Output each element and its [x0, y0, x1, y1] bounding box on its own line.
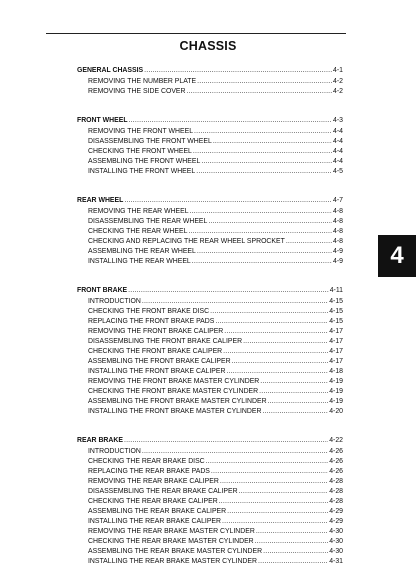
toc-page-number: 4-4	[333, 158, 343, 165]
toc-entry-label: ASSEMBLING THE REAR WHEEL	[88, 248, 196, 255]
toc-dot-leader	[243, 337, 328, 347]
toc-dot-leader	[259, 387, 328, 397]
toc-dot-leader	[224, 327, 328, 337]
toc-page-number: 4-4	[333, 138, 343, 145]
toc-entry[interactable]	[77, 257, 343, 267]
toc-entry-label: ASSEMBLING THE FRONT WHEEL	[88, 158, 201, 165]
toc-entry[interactable]	[77, 507, 343, 517]
toc-dot-leader	[208, 217, 332, 227]
toc-dot-leader	[187, 87, 333, 97]
toc-entry[interactable]	[77, 327, 343, 337]
toc-entry-label: CHECKING THE REAR BRAKE DISC	[88, 458, 205, 465]
toc-entry-label: DISASSEMBLING THE REAR BRAKE CALIPER	[88, 488, 238, 495]
toc-entry-label: INSTALLING THE FRONT WHEEL	[88, 168, 196, 175]
toc-dot-leader	[206, 457, 329, 467]
toc-dot-leader	[232, 357, 329, 367]
toc-section-heading[interactable]	[77, 116, 343, 126]
toc-page-number: 4-8	[333, 228, 343, 235]
toc-page-number: 4-30	[329, 538, 343, 545]
toc-dot-leader	[223, 347, 328, 357]
toc-dot-leader	[226, 367, 328, 377]
toc-page-number: 4-5	[333, 168, 343, 175]
toc-section-heading[interactable]	[77, 66, 343, 76]
toc-entry[interactable]	[77, 297, 343, 307]
toc-entry-label: INSTALLING THE REAR BRAKE MASTER CYLINDER	[88, 558, 257, 565]
toc-entry[interactable]	[77, 487, 343, 497]
toc-dot-leader	[210, 307, 328, 317]
toc-entry-label: ASSEMBLING THE FRONT BRAKE MASTER CYLINDER	[88, 398, 267, 405]
toc-dot-leader	[219, 497, 329, 507]
toc-dot-leader	[124, 436, 328, 446]
toc-dot-leader	[215, 317, 328, 327]
toc-entry[interactable]	[77, 87, 343, 97]
toc-entry[interactable]	[77, 527, 343, 537]
toc-dot-leader	[262, 407, 328, 417]
toc-dot-leader	[258, 557, 328, 567]
toc-dot-leader	[190, 207, 332, 217]
toc-entry[interactable]	[77, 237, 343, 247]
toc-page-number: 4-19	[329, 398, 343, 405]
toc-section-heading[interactable]	[77, 286, 343, 296]
toc-entry[interactable]	[77, 497, 343, 507]
toc-page-number: 4-4	[333, 148, 343, 155]
toc-heading-label: REAR WHEEL	[77, 197, 124, 204]
toc-entry[interactable]	[77, 77, 343, 87]
toc-page-number: 4-2	[333, 88, 343, 95]
toc-entry-label: ASSEMBLING THE FRONT BRAKE CALIPER	[88, 358, 231, 365]
toc-dot-leader	[194, 127, 332, 137]
toc-entry[interactable]	[77, 357, 343, 367]
toc-entry-label: REPLACING THE REAR BRAKE PADS	[88, 468, 210, 475]
toc-entry[interactable]	[77, 157, 343, 167]
toc-dot-leader	[220, 477, 328, 487]
toc-page-number: 4-15	[329, 308, 343, 315]
toc-page-number: 4-9	[333, 248, 343, 255]
toc-entry-label: DISASSEMBLING THE FRONT WHEEL	[88, 138, 212, 145]
toc-entry[interactable]	[77, 537, 343, 547]
toc-dot-leader	[129, 116, 333, 126]
toc-page-number: 4-30	[329, 528, 343, 535]
toc-page-number: 4-26	[329, 468, 343, 475]
toc-entry[interactable]	[77, 307, 343, 317]
toc-section	[77, 116, 343, 177]
toc-entry-label: CHECKING AND REPLACING THE REAR WHEEL SPROCKET	[88, 238, 285, 245]
toc-page-number: 4-28	[329, 488, 343, 495]
toc-entry-label: CHECKING THE REAR WHEEL	[88, 228, 188, 235]
toc-page-number: 4-15	[329, 318, 343, 325]
top-rule	[46, 33, 346, 34]
toc-page-number: 4-17	[329, 328, 343, 335]
toc-dot-leader	[211, 467, 328, 477]
toc-section	[77, 436, 343, 567]
toc-entry-label: INSTALLING THE REAR BRAKE CALIPER	[88, 518, 222, 525]
toc-dot-leader	[263, 547, 328, 557]
toc-entry-label: INTRODUCTION	[88, 298, 141, 305]
toc-page-number: 4-31	[329, 558, 343, 565]
toc-page-number: 4-19	[329, 388, 343, 395]
toc-dot-leader	[201, 157, 332, 167]
toc-entry[interactable]	[77, 447, 343, 457]
toc-entry[interactable]	[77, 227, 343, 237]
toc-dot-leader	[196, 167, 332, 177]
table-of-contents	[77, 66, 343, 567]
toc-dot-leader	[222, 517, 328, 527]
toc-page-number: 4-30	[329, 548, 343, 555]
toc-dot-leader	[142, 447, 328, 457]
toc-entry-label: INSTALLING THE FRONT BRAKE MASTER CYLINDER	[88, 408, 262, 415]
toc-page-number: 4-18	[329, 368, 343, 375]
toc-entry-label: INSTALLING THE REAR WHEEL	[88, 258, 191, 265]
toc-entry[interactable]	[77, 387, 343, 397]
toc-entry-label: DISASSEMBLING THE FRONT BRAKE CALIPER	[88, 338, 243, 345]
toc-entry-label: REMOVING THE NUMBER PLATE	[88, 78, 197, 85]
toc-page-number: 4-8	[333, 238, 343, 245]
toc-entry[interactable]	[77, 147, 343, 157]
toc-dot-leader	[192, 257, 332, 267]
toc-dot-leader	[260, 377, 328, 387]
toc-entry-label: CHECKING THE FRONT BRAKE MASTER CYLINDER	[88, 388, 259, 395]
toc-entry[interactable]	[77, 557, 343, 567]
toc-entry-label: REMOVING THE FRONT BRAKE CALIPER	[88, 328, 224, 335]
toc-entry[interactable]	[77, 397, 343, 407]
toc-entry[interactable]	[77, 347, 343, 357]
toc-page-number: 4-26	[329, 458, 343, 465]
toc-entry[interactable]	[77, 337, 343, 347]
toc-entry-label: CHECKING THE REAR BRAKE MASTER CYLINDER	[88, 538, 254, 545]
toc-heading-label: FRONT BRAKE	[77, 287, 128, 294]
toc-dot-leader	[142, 297, 328, 307]
toc-entry[interactable]	[77, 247, 343, 257]
toc-page-number: 4-1	[333, 67, 343, 74]
toc-dot-leader	[268, 397, 329, 407]
toc-entry[interactable]	[77, 477, 343, 487]
toc-heading-label: GENERAL CHASSIS	[77, 67, 144, 74]
toc-entry-label: REMOVING THE REAR WHEEL	[88, 208, 189, 215]
toc-dot-leader	[227, 507, 328, 517]
toc-entry-label: ASSEMBLING THE REAR BRAKE MASTER CYLINDER	[88, 548, 263, 555]
toc-entry[interactable]	[77, 517, 343, 527]
toc-dot-leader	[286, 237, 332, 247]
toc-page-number: 4-26	[329, 448, 343, 455]
toc-entry[interactable]	[77, 167, 343, 177]
toc-entry[interactable]	[77, 407, 343, 417]
toc-entry[interactable]	[77, 457, 343, 467]
toc-page-number: 4-20	[329, 408, 343, 415]
toc-entry[interactable]	[77, 137, 343, 147]
toc-page-number: 4-19	[329, 378, 343, 385]
toc-dot-leader	[256, 527, 328, 537]
toc-entry-label: REMOVING THE FRONT WHEEL	[88, 128, 194, 135]
toc-page-number: 4-17	[329, 358, 343, 365]
toc-page-number: 4-9	[333, 258, 343, 265]
toc-page-number: 4-8	[333, 208, 343, 215]
toc-page-number: 4-2	[333, 78, 343, 85]
toc-entry[interactable]	[77, 547, 343, 557]
toc-page-number: 4-28	[329, 478, 343, 485]
toc-page-number: 4-22	[329, 437, 343, 444]
toc-page-number: 4-7	[333, 197, 343, 204]
toc-page-number: 4-4	[333, 128, 343, 135]
toc-section	[77, 66, 343, 97]
toc-entry[interactable]	[77, 317, 343, 327]
toc-page-number: 4-29	[329, 518, 343, 525]
toc-page-number: 4-15	[329, 298, 343, 305]
page-title: CHASSIS	[179, 39, 237, 53]
toc-dot-leader	[188, 227, 332, 237]
toc-section-heading[interactable]	[77, 196, 343, 206]
toc-entry[interactable]	[77, 377, 343, 387]
toc-entry[interactable]	[77, 127, 343, 137]
toc-entry-label: REPLACING THE FRONT BRAKE PADS	[88, 318, 215, 325]
toc-entry-label: ASSEMBLING THE REAR BRAKE CALIPER	[88, 508, 227, 515]
toc-dot-leader	[197, 247, 332, 257]
toc-entry-label: REMOVING THE FRONT BRAKE MASTER CYLINDER	[88, 378, 260, 385]
toc-page-number: 4-3	[333, 117, 343, 124]
toc-dot-leader	[124, 196, 332, 206]
toc-entry-label: INSTALLING THE FRONT BRAKE CALIPER	[88, 368, 226, 375]
toc-page-number: 4-8	[333, 218, 343, 225]
toc-entry-label: REMOVING THE REAR BRAKE CALIPER	[88, 478, 219, 485]
toc-page-number: 4-29	[329, 508, 343, 515]
toc-heading-label: FRONT WHEEL	[77, 117, 128, 124]
toc-entry[interactable]	[77, 367, 343, 377]
toc-dot-leader	[213, 137, 332, 147]
toc-entry-label: REMOVING THE SIDE COVER	[88, 88, 186, 95]
toc-dot-leader	[239, 487, 329, 497]
toc-dot-leader	[128, 286, 329, 296]
toc-page-number: 4-11	[329, 287, 343, 294]
toc-entry-label: CHECKING THE FRONT BRAKE CALIPER	[88, 348, 223, 355]
toc-entry-label: CHECKING THE REAR BRAKE CALIPER	[88, 498, 218, 505]
toc-entry-label: DISASSEMBLING THE REAR WHEEL	[88, 218, 208, 225]
toc-page-number: 4-17	[329, 348, 343, 355]
toc-dot-leader	[144, 66, 332, 76]
toc-dot-leader	[193, 147, 332, 157]
toc-entry[interactable]	[77, 467, 343, 477]
toc-entry[interactable]	[77, 207, 343, 217]
toc-heading-label: REAR BRAKE	[77, 437, 123, 444]
toc-section	[77, 196, 343, 267]
toc-entry[interactable]	[77, 217, 343, 227]
toc-dot-leader	[197, 77, 332, 87]
chapter-tab: 4	[378, 235, 416, 277]
toc-entry-label: CHECKING THE FRONT BRAKE DISC	[88, 308, 210, 315]
toc-entry-label: INTRODUCTION	[88, 448, 141, 455]
toc-page-number: 4-28	[329, 498, 343, 505]
toc-page-number: 4-17	[329, 338, 343, 345]
toc-dot-leader	[255, 537, 329, 547]
toc-section	[77, 286, 343, 417]
toc-entry-label: CHECKING THE FRONT WHEEL	[88, 148, 192, 155]
toc-section-heading[interactable]	[77, 436, 343, 446]
toc-entry-label: REMOVING THE REAR BRAKE MASTER CYLINDER	[88, 528, 255, 535]
